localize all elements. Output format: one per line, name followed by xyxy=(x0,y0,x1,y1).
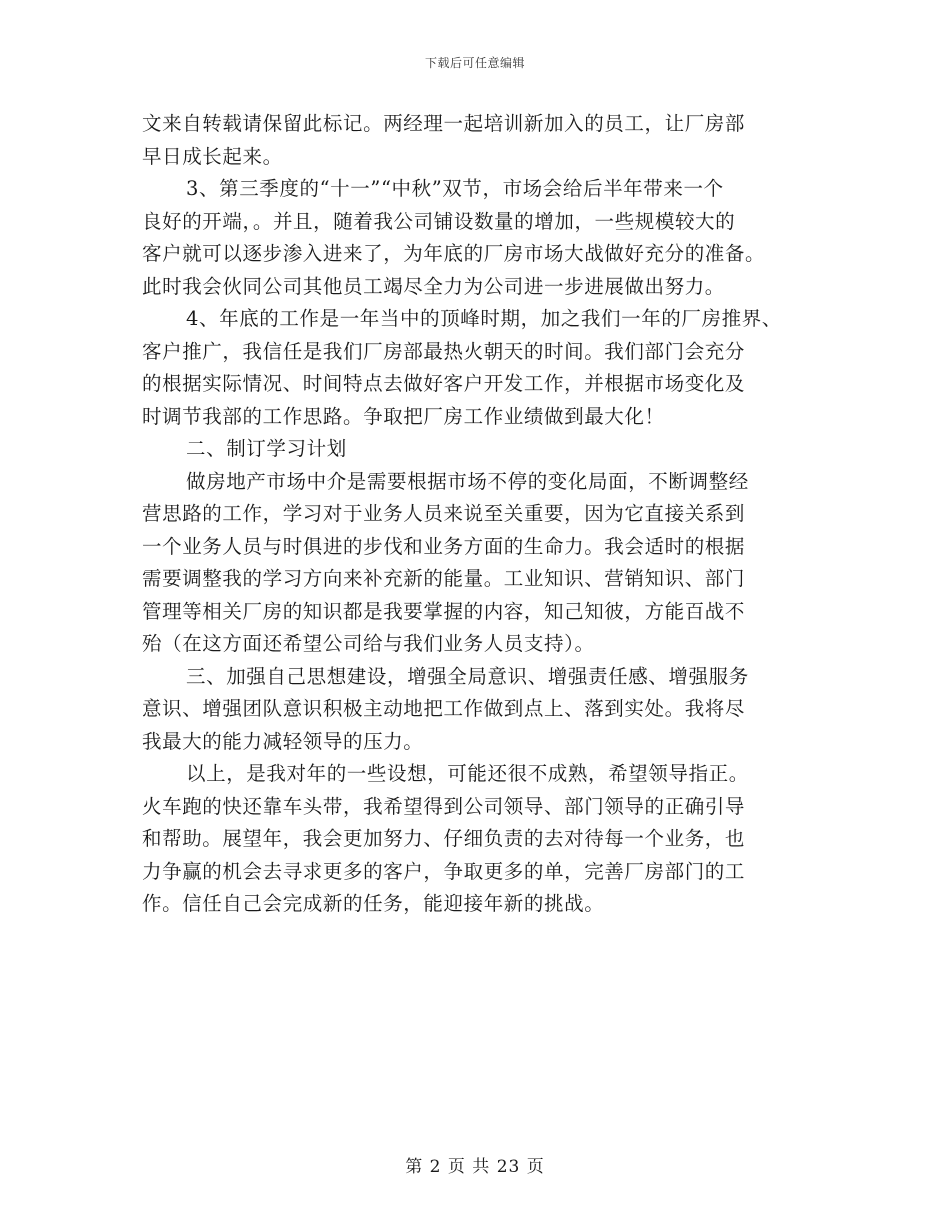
page-number-footer: 第 2 页 共 23 页 xyxy=(405,1157,545,1177)
body-line: 三、加强自己思想建设，增强全局意识、增强责任感、增强服务 xyxy=(186,664,749,688)
body-line: 时调节我部的工作思路。争取把厂房工作业绩做到最大化！ xyxy=(142,404,665,428)
body-line: 力争赢的机会去寻求更多的客户，争取更多的单，完善厂房部门的工 xyxy=(142,859,746,883)
body-line: 客户就可以逐步渗入进来了，为年底的厂房市场大战做好充分的准备。 xyxy=(142,242,766,265)
section-heading: 二、制订学习计划 xyxy=(186,437,347,460)
body-line: 此时我会伙同公司其他员工竭尽全力为公司进一步进展做出努力。 xyxy=(142,274,725,298)
body-line: 做房地产市场中介是需要根据市场不停的变化局面，不断调整经 xyxy=(186,469,749,493)
body-line: 早日成长起来。 xyxy=(142,144,283,168)
body-line: 管理等相关厂房的知识都是我要掌握的内容，知己知彼，方能百战不 xyxy=(142,599,746,623)
body-line: 4、年底的工作是一年当中的顶峰时期，加之我们一年的厂房推界、 xyxy=(186,307,782,330)
body-line: 客户推广，我信任是我们厂房部最热火朝天的时间。我们部门会充分 xyxy=(142,339,746,363)
body-line: 殆（在这方面还希望公司给与我们业务人员支持）。 xyxy=(142,632,595,655)
body-line: 的根据实际情况、时间特点去做好客户开发工作，并根据市场变化及 xyxy=(142,372,746,395)
body-line: 作。信任自己会完成新的任务，能迎接年新的挑战。 xyxy=(142,892,605,915)
body-line: 营思路的工作，学习对于业务人员来说至关重要，因为它直接关系到 xyxy=(142,502,746,525)
body-line: 文来自转载请保留此标记。两经理一起培训新加入的员工，让厂房部 xyxy=(142,112,746,135)
body-line: 一个业务人员与时俱进的步伐和业务方面的生命力。我会适时的根据 xyxy=(142,534,746,558)
body-line: 意识、增强团队意识积极主动地把工作做到点上、落到实处。我将尽 xyxy=(142,697,746,720)
body-line: 需要调整我的学习方向来补充新的能量。工业知识、营销知识、部门 xyxy=(142,567,746,590)
document-body xyxy=(142,108,810,921)
body-line: 良好的开端，。并且，随着我公司铺设数量的增加，一些规模较大的 xyxy=(142,209,736,233)
body-line: 和帮助。展望年，我会更加努力、仔细负责的去对待每一个业务，也 xyxy=(142,827,746,850)
body-line: 3、第三季度的“十一”“中秋”双节，市场会给后半年带来一个 xyxy=(186,177,724,200)
body-line: 火车跑的快还靠车头带，我希望得到公司领导、部门领导的正确引导 xyxy=(142,794,746,818)
body-line: 以上，是我对年的一些设想，可能还很不成熟，希望领导指正。 xyxy=(186,762,749,785)
page-header: 下载后可任意编辑 xyxy=(424,56,525,70)
body-line: 我最大的能力减轻领导的压力。 xyxy=(142,729,424,753)
